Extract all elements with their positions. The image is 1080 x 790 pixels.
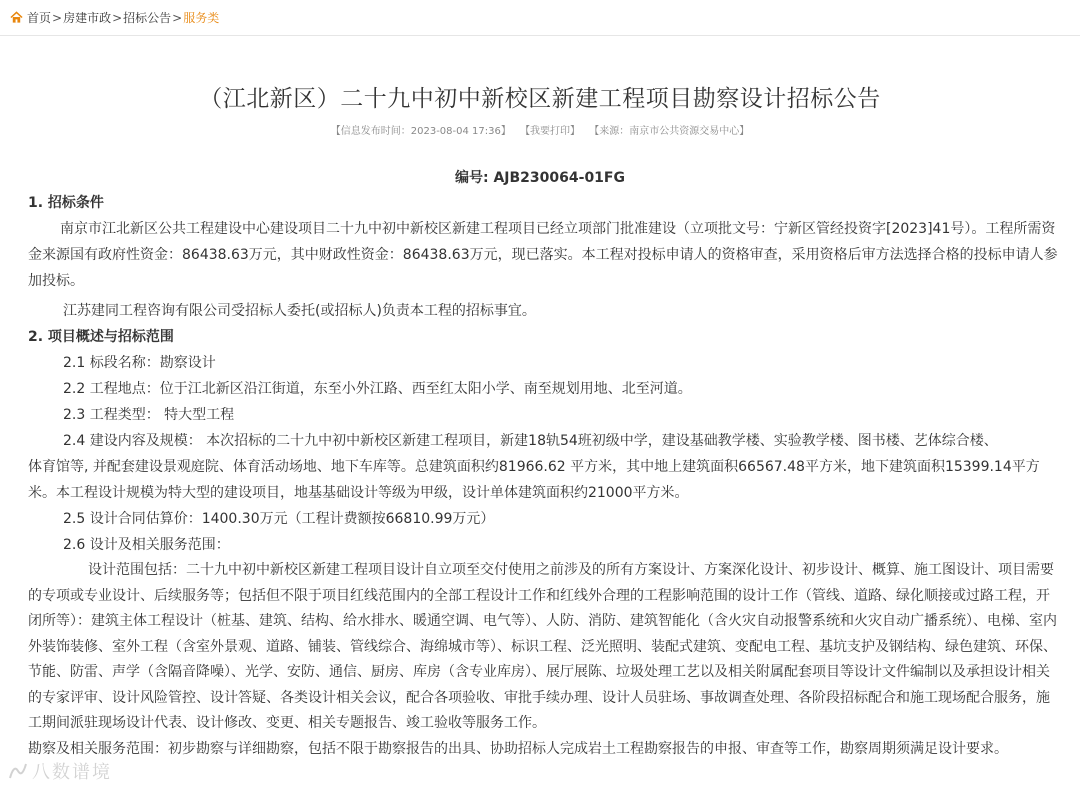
source-info: 【来源：南京市公共资源交易中心】 — [589, 126, 750, 137]
watermark — [8, 758, 112, 784]
list-item: 2.5 设计合同估算价：1400.30万元（工程计费额按66810.99万元） — [63, 511, 495, 527]
article-body — [28, 190, 1058, 762]
paragraph: 设计范围包括：二十九中初中新校区新建工程项目设计自立项至交付使用之前涉及的所有方案设计、方案深化设计、初步设计、概算、施工图设计、项目需要的专项或专业设计、后续服务等；包括但不限于项目红线范围内的全部工程设计工作和红线外合理的工程影响范围的设计工作（管线、道路、绿化顺接或过路工程，开闭所等）：建筑主体工程设计（桩基、建筑、结构、给水排水、暖通空调、电气等）、人防、消防、建筑智能化（含火灾自动报警系统和火灾自动广播系统）、电梯、室内外装饰装修、室外工程（含室外景观、道路、铺装、管线综合、海绵城市等）、标识工程、泛光照明、装配式建筑、变配电工程、基坑支护及钢结构、绿色建筑、环保、节能、防雷、声学（含隔音降噪）、光学、安防、通信、厨房、库房（含专业库房）、展厅展陈、垃圾处理工艺以及相关附属配套项目等设计文件编制以及承担设计相关的专家评审、设计风险管控、设计答疑、各类设计相关会议，配合各项验收、审批手续办理、设计人员驻场、事故调查处理、各阶段招标配合和施工现场配合服务，施工期间派驻现场设计代表、设计修改、变更、相关专题报告、竣工验收等服务工作。 — [28, 562, 1057, 731]
breadcrumb-separator: > — [52, 10, 63, 25]
breadcrumb — [0, 0, 1080, 36]
article-meta — [0, 122, 1080, 137]
paragraph: 江苏建同工程咨询有限公司受招标人委托(或招标人)负责本工程的招标事宜。 — [63, 303, 536, 319]
publish-time: 【信息发布时间：2023-08-04 17:36】 — [330, 126, 511, 137]
breadcrumb-housing-link[interactable]: 房建市政 — [63, 11, 112, 25]
list-item: 2.4 建设内容及规模： 本次招标的二十九中初中新校区新建工程项目，新建18轨54班初级中学，建设基础教学楼、实验教学楼、图书楼、艺体综合楼、 — [63, 433, 998, 449]
breadcrumb-tender-link[interactable]: 招标公告 — [123, 11, 172, 25]
section-heading: 1. 招标条件 — [28, 195, 104, 211]
section-heading: 2. 项目概述与招标范围 — [28, 329, 174, 345]
breadcrumb-current: 服务类 — [183, 11, 220, 25]
home-icon — [10, 11, 23, 24]
breadcrumb-home-link[interactable]: 首页 — [27, 11, 52, 25]
paragraph: 体育馆等, 并配套建设景观庭院、体育活动场地、地下车库等。总建筑面积约81966.62 平方米，其中地上建筑面积66567.48平方米，地下建筑面积15399.14平方米。本工程设计规模为特大型的建设项目，地基基础设计等级为甲级，设计单体建筑面积约21000平方米。 — [28, 459, 1040, 501]
print-link[interactable]: 【我要打印】 — [520, 126, 581, 137]
list-item: 2.3 工程类型： 特大型工程 — [63, 407, 235, 423]
tender-code: 编号: AJB230064-01FG — [455, 170, 625, 186]
paragraph: 南京市江北新区公共工程建设中心建设项目二十九中初中新校区新建工程项目已经立项部门批准建设（立项批文号：宁新区管经投资字[2023]41号）。工程所需资金来源国有政府性资金：86438.63万元，其中财政性资金：86438.63万元，现已落实。本工程对投标申请人的资格审查，采用资格后审方法选择合格的投标申请人参加投标。 — [28, 221, 1058, 289]
paragraph: 勘察及相关服务范围：初步勘察与详细勘察，包括不限于勘察报告的出具、协助招标人完成岩土工程勘察报告的申报、审查等工作，勘察周期须满足设计要求。 — [28, 740, 1008, 757]
breadcrumb-separator: > — [172, 10, 183, 25]
page-title: （江北新区）二十九中初中新校区新建工程项目勘察设计招标公告 — [199, 86, 881, 112]
watermark-logo-icon — [8, 762, 28, 780]
watermark-text: 八数谱境 — [32, 762, 112, 783]
list-item: 2.6 设计及相关服务范围： — [63, 537, 230, 553]
list-item: 2.1 标段名称：勘察设计 — [63, 355, 216, 371]
breadcrumb-separator: > — [112, 10, 123, 25]
list-item: 2.2 工程地点：位于江北新区沿江街道，东至小外江路、西至红太阳小学、南至规划用地、北至河道。 — [63, 381, 692, 397]
